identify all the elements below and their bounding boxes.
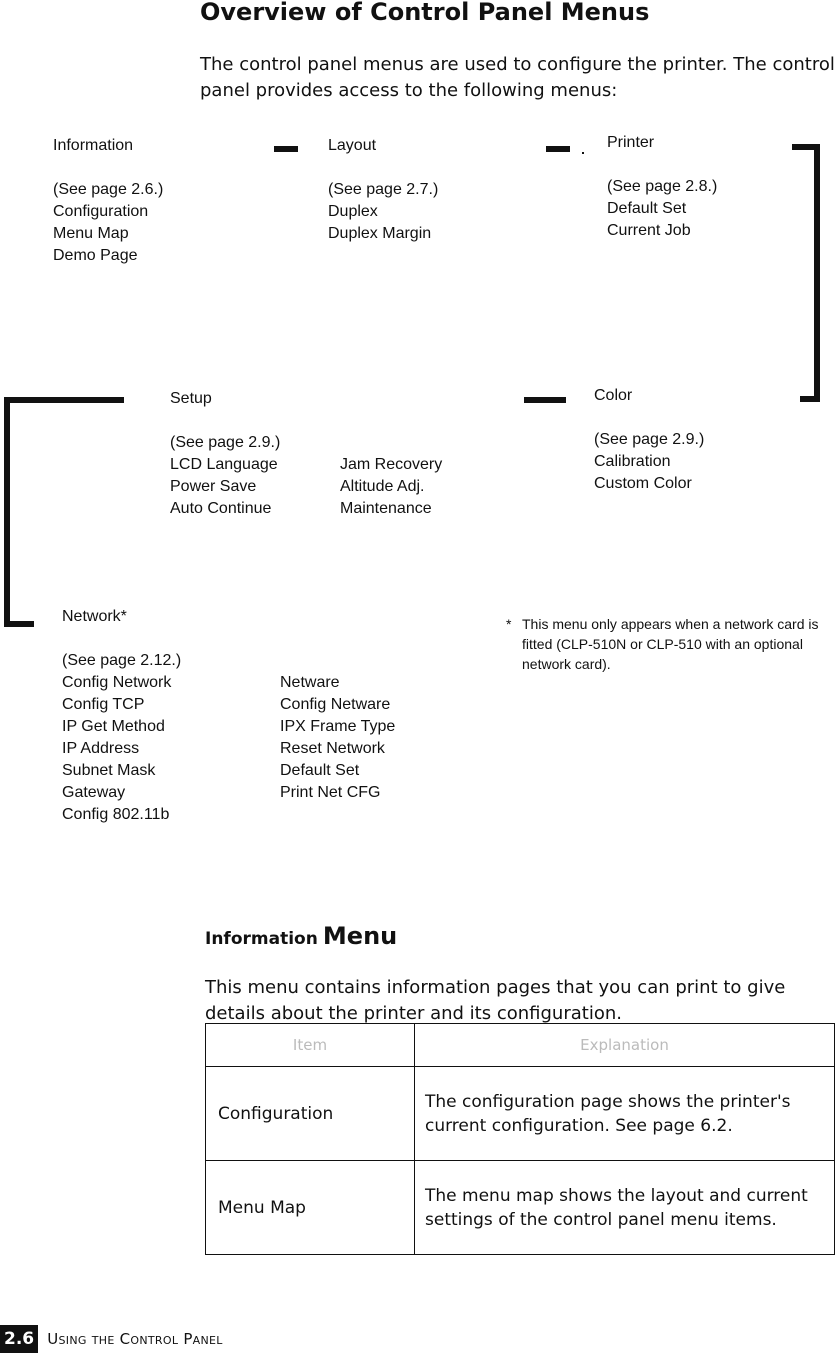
menu-item: IPX Frame Type [280,718,396,735]
menu-item: Netware [280,674,340,691]
footnote-text: This menu only appears when a network card is fitted (CLP-510N or CLP-510 with an optional network card). [522,616,819,672]
connector-color-setup [524,397,566,403]
menu-information [53,135,163,267]
menu-layout-ref: (See page 2.7.) [328,181,439,198]
menu-item: Custom Color [594,475,692,492]
connector-right-bottom [800,396,820,402]
page-footer [0,1325,223,1353]
menu-setup [170,388,280,520]
menu-item: Auto Continue [170,500,272,517]
connector-dot [582,152,584,154]
network-footnote [506,614,831,674]
menu-network [62,606,181,826]
menu-network-title: Network* [62,608,127,625]
table-cell-item: Menu Map [206,1161,415,1255]
menu-setup-title: Setup [170,390,212,407]
menu-item: Config 802.11b [62,806,170,823]
menu-printer-title: Printer [607,134,655,151]
menu-item: IP Address [62,740,140,757]
table-cell-item: Configuration [206,1067,415,1161]
menu-network-ref: (See page 2.12.) [62,652,182,669]
menu-item: Demo Page [53,247,138,264]
menu-item: Print Net CFG [280,784,381,801]
menu-setup-ref: (See page 2.9.) [170,434,281,451]
menu-item: Altitude Adj. [340,478,425,495]
menu-item: Power Save [170,478,257,495]
footer-section-title: Using the Control Panel [47,1330,223,1348]
connector-layout-printer [546,146,570,152]
information-table [205,1023,835,1255]
menu-color [594,385,704,495]
table-header-item: Item [206,1024,415,1067]
menu-item: Current Job [607,222,691,239]
menu-item: Config TCP [62,696,145,713]
table-cell-desc: The menu map shows the layout and current settings of the control panel menu items. [415,1161,835,1255]
heading-big: Menu [322,922,398,950]
page-title: Overview of Control Panel Menus [200,0,650,26]
menu-item: Calibration [594,453,671,470]
menu-item: Default Set [280,762,360,779]
menu-item: IP Get Method [62,718,165,735]
menu-color-title: Color [594,387,633,404]
menu-item: Configuration [53,203,149,220]
menu-printer [607,132,717,242]
table-header-explanation: Explanation [415,1024,835,1067]
menu-printer-ref: (See page 2.8.) [607,178,718,195]
connector-left-bottom [4,621,34,627]
menu-item: Default Set [607,200,687,217]
footnote-star: * [506,616,512,632]
menu-information-ref: (See page 2.6.) [53,181,164,198]
menu-network-column-2 [280,672,395,804]
menu-color-ref: (See page 2.9.) [594,431,705,448]
menu-item: Jam Recovery [340,456,443,473]
menu-item: LCD Language [170,456,278,473]
menu-item: Config Network [62,674,172,691]
table-header-row [206,1024,835,1067]
menu-layout-title: Layout [328,137,377,154]
information-menu-paragraph: This menu contains information pages that you can print to give details about the printer and its configuration. [205,977,786,1024]
connector-right-vertical [814,144,820,402]
menu-setup-column-2 [340,454,442,520]
menu-information-title: Information [53,137,134,154]
menu-item: Duplex Margin [328,225,432,242]
menu-item: Maintenance [340,500,432,517]
table-row [206,1067,835,1161]
table-cell-desc: The configuration page shows the printer's current configuration. See page 6.2. [415,1067,835,1161]
connector-setup-left-top [4,397,124,403]
information-menu-heading [205,922,397,950]
menu-item: Menu Map [53,225,129,242]
menu-layout [328,135,438,245]
intro-paragraph: The control panel menus are used to configure the printer. The control panel provides access to the following menus: [200,54,835,101]
page-number: 2.6 [0,1325,38,1353]
menu-item: Subnet Mask [62,762,156,779]
menu-item: Reset Network [280,740,385,757]
heading-small: Information [205,929,318,949]
menu-item: Gateway [62,784,126,801]
menu-item: Duplex [328,203,378,220]
connector-info-layout [274,146,298,152]
connector-left-vertical [4,397,10,627]
menu-item: Config Netware [280,696,391,713]
table-row [206,1161,835,1255]
